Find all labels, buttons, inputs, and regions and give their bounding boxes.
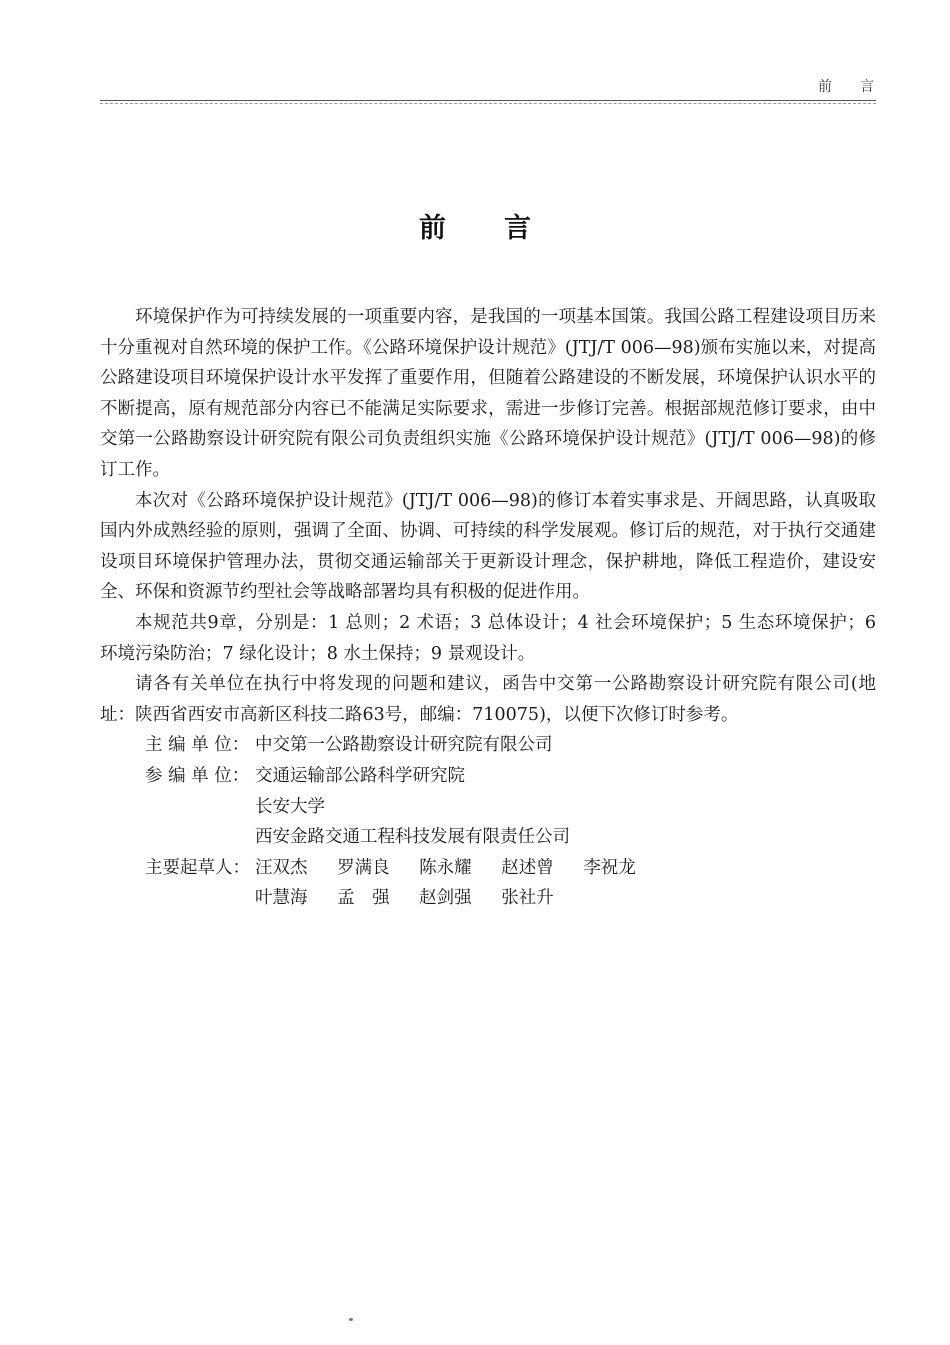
page-title: 前言: [419, 213, 589, 244]
drafter-name: 李祝龙: [583, 857, 636, 878]
participating-units-row: [100, 761, 876, 853]
drafter-name: 叶慧海: [255, 888, 308, 909]
participating-units-list: [255, 761, 876, 853]
chief-unit-row: [100, 730, 876, 761]
participating-unit: 西安金路交通工程科技发展有限责任公司: [255, 827, 570, 848]
drafter-name: 赵剑强: [419, 888, 472, 909]
paragraph-chapters: 本规范共9章，分别是：1 总则；2 术语；3 总体设计；4 社会环境保护；5 生态环境保护；6 环境污染防治；7 绿化设计；8 水土保持；9 景观设计。: [100, 612, 876, 664]
chief-unit-name: 中交第一公路勘察设计研究院有限公司: [255, 735, 553, 756]
drafter-name: 汪双杰: [255, 857, 308, 878]
chief-unit-label: 主 编 单 位：: [145, 735, 250, 756]
drafter-name: 张社升: [501, 888, 554, 909]
drafter-name: 孟 强: [337, 888, 390, 909]
participating-unit: 交通运输部公路科学研究院: [255, 765, 465, 786]
drafter-name: 赵述曾: [501, 857, 554, 878]
participating-units-label: 参 编 单 位：: [145, 765, 250, 786]
participating-unit: 长安大学: [255, 796, 325, 817]
body-text: [100, 302, 876, 914]
paragraph-feedback: 请各有关单位在执行中将发现的问题和建议，函告中交第一公路勘察设计研究院有限公司(地址：陕西省西安市高新区科技二路63号，邮编：710075)，以便下次修订时参考。: [100, 674, 876, 725]
drafter-name: 罗满良: [337, 857, 390, 878]
drafters-line-2: [255, 883, 876, 914]
header-rule: [100, 100, 876, 101]
paragraph-revision: 本次对《公路环境保护设计规范》(JTJ/T 006—98)的修订本着实事求是、开阔思路，认真吸取国内外成熟经验的原则，强调了全面、协调、可持续的科学发展观。修订后的规范，对于执行交通建设项目环境保护管理办法，贯彻交通运输部关于更新设计理念，保护耕地，降低工程造价，建设安全、环保和资源节约型社会等战略部署均具有积极的促进作用。: [100, 490, 876, 603]
running-header: 前言: [818, 79, 902, 95]
credits-block: [100, 730, 876, 914]
drafters-row: [100, 853, 876, 914]
scan-speck: [349, 1318, 353, 1321]
paragraph-background: 环境保护作为可持续发展的一项重要内容，是我国的一项基本国策。我国公路工程建设项目历来十分重视对自然环境的保护工作。《公路环境保护设计规范》(JTJ/T 006—98)颁布实施以来，对提高公路建设项目环境保护设计水平发挥了重要作用，但随着公路建设的不断发展，环境保护认识水平的不断提高，原有规范部分内容已不能满足实际要求，需进一步修订完善。根据部规范修订要求，由中交第一公路勘察设计研究院有限公司负责组织实施《公路环境保护设计规范》(JTJ/T 006—98)的修订工作。: [100, 307, 876, 480]
drafters-label: 主要起草人：: [145, 857, 250, 878]
drafters-list: [255, 853, 876, 914]
drafters-line-1: [255, 853, 876, 884]
drafter-name: 陈永耀: [419, 857, 472, 878]
